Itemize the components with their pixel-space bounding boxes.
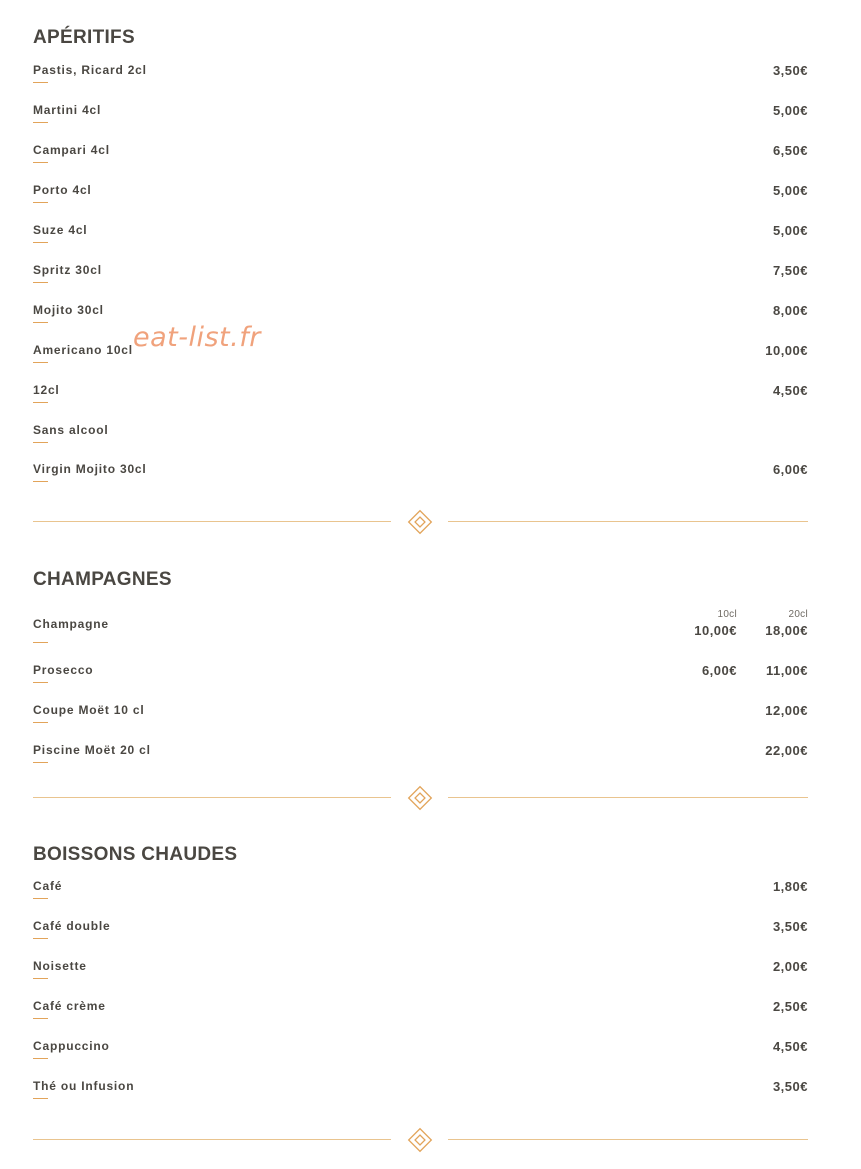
item-dash	[33, 122, 48, 123]
menu-item	[33, 183, 808, 223]
item-price: 5,00€	[772, 183, 808, 198]
item-name: 12cl	[33, 383, 60, 397]
item-price: 1,80€	[772, 879, 808, 894]
divider-line	[448, 797, 808, 798]
item-price: 3,50€	[772, 919, 808, 934]
item-price: 2,00€	[772, 959, 808, 974]
item-name: Spritz 30cl	[33, 263, 102, 277]
item-name: Mojito 30cl	[33, 303, 104, 317]
item-name: Coupe Moët 10 cl	[33, 703, 145, 717]
divider-line	[448, 521, 808, 522]
item-dash	[33, 898, 48, 899]
item-price: 8,00€	[772, 303, 808, 318]
item-dash	[33, 762, 48, 763]
item-dash	[33, 1058, 48, 1059]
item-name: Campari 4cl	[33, 143, 110, 157]
watermark: eat-list.fr	[133, 322, 261, 353]
item-price-20cl: 11,00€	[765, 663, 808, 678]
item-name: Noisette	[33, 959, 87, 973]
item-price: 4,50€	[772, 1039, 808, 1054]
item-price-20cl: 12,00€	[765, 703, 808, 718]
item-dash	[33, 1098, 48, 1099]
diamond-ornament-icon	[407, 785, 433, 811]
item-name: Thé ou Infusion	[33, 1079, 135, 1093]
item-name: Piscine Moët 20 cl	[33, 743, 151, 757]
menu-item	[33, 1079, 808, 1119]
divider-line	[33, 521, 391, 522]
item-price-10cl: 6,00€	[701, 663, 737, 678]
item-name: Sans alcool	[33, 423, 109, 437]
item-dash	[33, 978, 48, 979]
item-name: Café	[33, 879, 63, 893]
item-price: 7,50€	[772, 263, 808, 278]
menu-item	[33, 383, 808, 423]
item-dash	[33, 322, 48, 323]
menu-item	[33, 263, 808, 303]
item-name: Cappuccino	[33, 1039, 110, 1053]
item-dash	[33, 481, 48, 482]
item-dash	[33, 442, 48, 443]
item-dash	[33, 162, 48, 163]
section-divider	[33, 783, 808, 813]
item-price: 10,00€	[765, 343, 808, 358]
item-price-20cl: 18,00€	[765, 623, 808, 638]
divider-line	[448, 1139, 808, 1140]
menu-item	[33, 103, 808, 143]
item-price: 3,50€	[772, 63, 808, 78]
menu-item	[33, 919, 808, 959]
item-price-10cl: 10,00€	[694, 623, 737, 638]
item-name: Porto 4cl	[33, 183, 92, 197]
item-price: 3,50€	[772, 1079, 808, 1094]
section-title: BOISSONS CHAUDES	[33, 844, 238, 865]
item-name: Pastis, Ricard 2cl	[33, 63, 147, 77]
item-price: 6,00€	[772, 462, 808, 477]
item-dash	[33, 642, 48, 643]
menu-item	[33, 63, 808, 103]
item-name: Café double	[33, 919, 111, 933]
menu-item	[33, 1039, 808, 1079]
item-dash	[33, 282, 48, 283]
column-head-20cl: 20cl	[788, 609, 808, 620]
item-dash	[33, 402, 48, 403]
item-price: 5,00€	[772, 103, 808, 118]
menu-item	[33, 223, 808, 263]
menu-item	[33, 743, 808, 783]
item-name: Café crème	[33, 999, 106, 1013]
item-name: Prosecco	[33, 663, 94, 677]
item-name: Americano 10cl	[33, 343, 133, 357]
diamond-ornament-icon	[407, 1127, 433, 1153]
menu-item	[33, 617, 808, 663]
item-name: Virgin Mojito 30cl	[33, 462, 147, 476]
menu-item	[33, 879, 808, 919]
item-name: Martini 4cl	[33, 103, 102, 117]
item-dash	[33, 682, 48, 683]
item-dash	[33, 722, 48, 723]
item-name: Champagne	[33, 617, 109, 631]
menu-subheading	[33, 423, 808, 463]
menu-item	[33, 143, 808, 183]
menu-item	[33, 959, 808, 999]
section-champagnes	[33, 560, 808, 758]
item-dash	[33, 82, 48, 83]
menu-item	[33, 999, 808, 1039]
menu-item	[33, 663, 808, 703]
section-title: CHAMPAGNES	[33, 569, 172, 590]
section-title: APÉRITIFS	[33, 27, 135, 48]
item-dash	[33, 362, 48, 363]
item-price: 4,50€	[772, 383, 808, 398]
divider-line	[33, 797, 391, 798]
menu-item	[33, 703, 808, 743]
item-price: 5,00€	[772, 223, 808, 238]
item-price: 2,50€	[772, 999, 808, 1014]
item-dash	[33, 202, 48, 203]
section-divider	[33, 1125, 808, 1155]
diamond-ornament-icon	[407, 509, 433, 535]
item-price: 6,50€	[772, 143, 808, 158]
item-name: Suze 4cl	[33, 223, 88, 237]
item-dash	[33, 242, 48, 243]
item-price-20cl: 22,00€	[765, 743, 808, 758]
item-dash	[33, 938, 48, 939]
section-boissons-chaudes	[33, 835, 808, 1094]
divider-line	[33, 1139, 391, 1140]
menu-item	[33, 462, 808, 502]
item-dash	[33, 1018, 48, 1019]
section-divider	[33, 507, 808, 537]
column-head-10cl: 10cl	[717, 609, 737, 620]
